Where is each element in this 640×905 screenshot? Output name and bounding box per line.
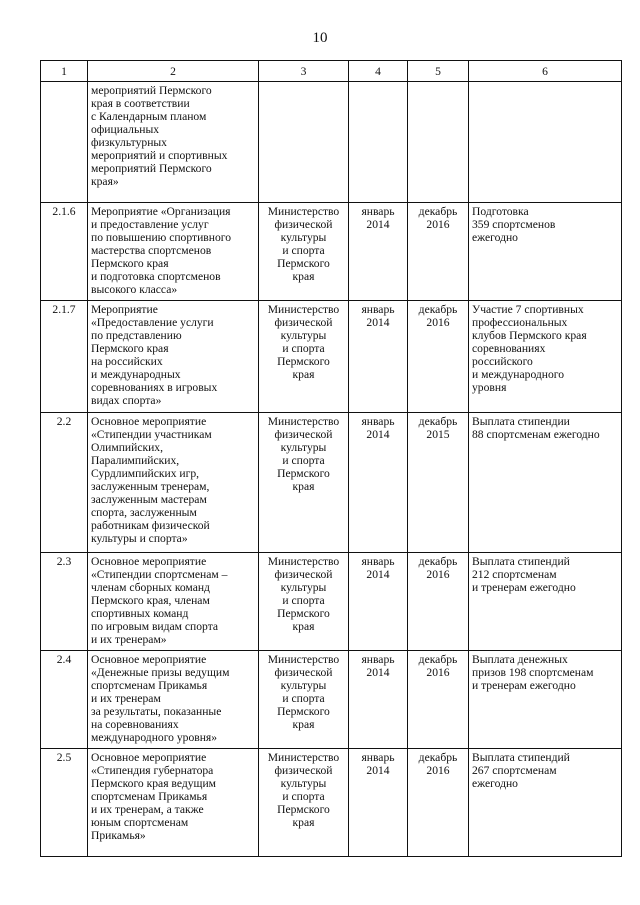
cell-line: мероприятий Пермского: [91, 162, 212, 175]
cell-line: и спорта: [282, 692, 325, 705]
result-cell: [469, 553, 622, 651]
cell-line: Участие 7 спортивных: [472, 303, 584, 316]
cell-line: и подготовка спортсменов: [91, 270, 221, 283]
cell-line: края: [292, 368, 315, 381]
cell-line: и спорта: [282, 244, 325, 257]
cell-line: и тренерам ежегодно: [472, 581, 576, 594]
executor-cell: [259, 203, 349, 301]
cell-line: мероприятий и спортивных: [91, 149, 228, 162]
header-cell-2: 2: [88, 61, 259, 82]
header-cell-6: 6: [469, 61, 622, 82]
page-number: 10: [312, 30, 328, 46]
cell-line: культуры: [280, 777, 327, 790]
cell-line: Основное мероприятие: [91, 751, 207, 764]
cell-line: работникам физической: [91, 519, 210, 532]
cell-line: и спорта: [282, 454, 325, 467]
cell-line: видах спорта»: [91, 394, 162, 407]
cell-line: высокого класса»: [91, 283, 178, 296]
cell-line: уровня: [472, 381, 507, 394]
cell-line: края»: [91, 175, 119, 188]
cell-line: 2016: [426, 666, 450, 679]
cell-line: края: [292, 620, 315, 633]
result-cell: [469, 651, 622, 749]
table-row: [41, 413, 622, 553]
table-row: [41, 749, 622, 857]
cell-line: 212 спортсменам: [472, 568, 557, 581]
cell-line: 267 спортсменам: [472, 764, 557, 777]
cell-line: январь: [361, 415, 395, 428]
start-date-cell: [349, 553, 408, 651]
end-date-cell: [408, 82, 469, 203]
cell-line: и их тренерам, а также: [91, 803, 204, 816]
cell-line: физической: [274, 568, 333, 581]
result-cell: [469, 203, 622, 301]
cell-line: культуры: [280, 441, 327, 454]
cell-line: Выплата денежных: [472, 653, 568, 666]
cell-line: декабрь: [418, 653, 458, 666]
cell-line: культуры: [280, 679, 327, 692]
cell-line: Подготовка: [472, 205, 529, 218]
end-date-cell: [408, 413, 469, 553]
cell-line: декабрь: [418, 303, 458, 316]
result-cell: [469, 749, 622, 857]
cell-line: ежегодно: [472, 231, 518, 244]
cell-line: и спорта: [282, 790, 325, 803]
cell-line: и их тренерам: [91, 692, 161, 705]
cell-line: декабрь: [418, 751, 458, 764]
cell-line: края: [292, 270, 315, 283]
activity-name-cell: [88, 749, 259, 857]
cell-line: заслуженным мастерам: [91, 493, 207, 506]
end-date-cell: [408, 651, 469, 749]
cell-line: январь: [361, 555, 395, 568]
cell-line: Мероприятие «Организация: [91, 205, 231, 218]
cell-line: 2016: [426, 316, 450, 329]
cell-line: по представлению: [91, 329, 182, 342]
cell-line: «Предоставление услуги: [91, 316, 214, 329]
cell-line: «Стипендии участникам: [91, 428, 212, 441]
header-cell-1: 1: [41, 61, 88, 82]
cell-line: Пермского края: [91, 342, 169, 355]
start-date-cell: [349, 651, 408, 749]
cell-line: на российских: [91, 355, 163, 368]
cell-line: декабрь: [418, 415, 458, 428]
start-date-cell: [349, 749, 408, 857]
cell-line: края: [292, 816, 315, 829]
table-body: [41, 61, 622, 857]
cell-line: мастерства спортсменов: [91, 244, 212, 257]
start-date-cell: [349, 203, 408, 301]
result-cell: [469, 82, 622, 203]
executor-cell: [259, 82, 349, 203]
table-row: [41, 203, 622, 301]
cell-line: российского: [472, 355, 533, 368]
activity-name-cell: [88, 651, 259, 749]
cell-line: январь: [361, 751, 395, 764]
cell-line: Министерство: [267, 751, 340, 764]
cell-line: края в соответствии: [91, 97, 190, 110]
cell-line: и предоставление услуг: [91, 218, 209, 231]
cell-line: «Стипендии спортсменам –: [91, 568, 228, 581]
activity-name-cell: [88, 82, 259, 203]
result-cell: [469, 413, 622, 553]
executor-cell: [259, 651, 349, 749]
cell-line: международного уровня»: [91, 731, 218, 744]
cell-line: Мероприятие: [91, 303, 158, 316]
cell-line: официальных: [91, 123, 160, 136]
row-number-cell: 2.2: [41, 413, 88, 553]
cell-line: и тренерам ежегодно: [472, 679, 576, 692]
activity-name-cell: [88, 203, 259, 301]
cell-line: клубов Пермского края: [472, 329, 587, 342]
cell-line: Министерство: [267, 653, 340, 666]
program-table: [40, 60, 622, 857]
cell-line: и их тренерам»: [91, 633, 167, 646]
cell-line: спортивных команд: [91, 607, 189, 620]
cell-line: 2016: [426, 218, 450, 231]
cell-line: Пермского: [277, 803, 330, 816]
row-number-cell: 2.1.7: [41, 301, 88, 413]
table-header-row: [41, 61, 622, 82]
table-row: [41, 651, 622, 749]
cell-line: заслуженным тренерам,: [91, 480, 210, 493]
cell-line: призов 198 спортсменам: [472, 666, 594, 679]
cell-line: 2016: [426, 568, 450, 581]
cell-line: Пермского: [277, 355, 330, 368]
cell-line: мероприятий Пермского: [91, 84, 212, 97]
cell-line: декабрь: [418, 555, 458, 568]
cell-line: и международных: [91, 368, 181, 381]
cell-line: Пермского: [277, 467, 330, 480]
activity-name-cell: [88, 553, 259, 651]
cell-line: Министерство: [267, 205, 340, 218]
cell-line: Пермского: [277, 705, 330, 718]
cell-line: края: [292, 480, 315, 493]
executor-cell: [259, 553, 349, 651]
header-cell-5: 5: [408, 61, 469, 82]
cell-line: за результаты, показанные: [91, 705, 222, 718]
cell-line: и спорта: [282, 342, 325, 355]
cell-line: по игровым видам спорта: [91, 620, 219, 633]
row-number-cell: 2.3: [41, 553, 88, 651]
start-date-cell: [349, 82, 408, 203]
cell-line: Выплата стипендий: [472, 555, 570, 568]
header-cell-3: 3: [259, 61, 349, 82]
cell-line: Пермского края, членам: [91, 594, 210, 607]
cell-line: Паралимпийских,: [91, 454, 180, 467]
cell-line: культуры: [280, 231, 327, 244]
cell-line: Министерство: [267, 303, 340, 316]
cell-line: физкультурных: [91, 136, 167, 149]
cell-line: Пермского: [277, 607, 330, 620]
cell-line: Основное мероприятие: [91, 415, 207, 428]
cell-line: спорта, заслуженным: [91, 506, 197, 519]
cell-line: физической: [274, 316, 333, 329]
cell-line: соревнованиях: [472, 342, 546, 355]
cell-line: 2014: [366, 316, 390, 329]
cell-line: 88 спортсменам ежегодно: [472, 428, 600, 441]
table-row: [41, 82, 622, 203]
cell-line: Сурдлимпийских игр,: [91, 467, 200, 480]
cell-line: январь: [361, 205, 395, 218]
cell-line: профессиональных: [472, 316, 568, 329]
row-number-cell: 2.1.6: [41, 203, 88, 301]
executor-cell: [259, 301, 349, 413]
start-date-cell: [349, 413, 408, 553]
cell-line: Основное мероприятие: [91, 653, 207, 666]
cell-line: Выплата стипендии: [472, 415, 570, 428]
cell-line: 2014: [366, 218, 390, 231]
cell-line: январь: [361, 653, 395, 666]
cell-line: физической: [274, 218, 333, 231]
cell-line: спортсменам Прикамья: [91, 679, 208, 692]
cell-line: 359 спортсменов: [472, 218, 556, 231]
cell-line: на соревнованиях: [91, 718, 179, 731]
cell-line: и спорта: [282, 594, 325, 607]
header-cell-4: 4: [349, 61, 408, 82]
table-row: [41, 553, 622, 651]
cell-line: с Календарным планом: [91, 110, 207, 123]
end-date-cell: [408, 203, 469, 301]
end-date-cell: [408, 301, 469, 413]
row-number-cell: 2.4: [41, 651, 88, 749]
cell-line: 2014: [366, 666, 390, 679]
cell-line: Олимпийских,: [91, 441, 163, 454]
cell-line: спортсменам Прикамья: [91, 790, 208, 803]
cell-line: 2014: [366, 764, 390, 777]
cell-line: декабрь: [418, 205, 458, 218]
cell-line: Пермского: [277, 257, 330, 270]
row-number-cell: 2.5: [41, 749, 88, 857]
cell-line: январь: [361, 303, 395, 316]
cell-line: физической: [274, 428, 333, 441]
end-date-cell: [408, 553, 469, 651]
start-date-cell: [349, 301, 408, 413]
cell-line: членам сборных команд: [91, 581, 210, 594]
activity-name-cell: [88, 301, 259, 413]
end-date-cell: [408, 749, 469, 857]
cell-line: Министерство: [267, 415, 340, 428]
table-row: [41, 301, 622, 413]
cell-line: края: [292, 718, 315, 731]
cell-line: Пермского края ведущим: [91, 777, 216, 790]
row-number-cell: [41, 82, 88, 203]
result-cell: [469, 301, 622, 413]
executor-cell: [259, 413, 349, 553]
cell-line: соревнованиях в игровых: [91, 381, 218, 394]
cell-line: физической: [274, 764, 333, 777]
cell-line: Министерство: [267, 555, 340, 568]
cell-line: юным спортсменам: [91, 816, 189, 829]
cell-line: 2016: [426, 764, 450, 777]
cell-line: 2014: [366, 428, 390, 441]
cell-line: культуры: [280, 581, 327, 594]
cell-line: Основное мероприятие: [91, 555, 207, 568]
cell-line: «Стипендия губернатора: [91, 764, 214, 777]
activity-name-cell: [88, 413, 259, 553]
cell-line: Пермского края: [91, 257, 169, 270]
executor-cell: [259, 749, 349, 857]
cell-line: Выплата стипендий: [472, 751, 570, 764]
cell-line: культуры и спорта»: [91, 532, 188, 545]
cell-line: и международного: [472, 368, 565, 381]
cell-line: «Денежные призы ведущим: [91, 666, 230, 679]
cell-line: 2014: [366, 568, 390, 581]
cell-line: культуры: [280, 329, 327, 342]
cell-line: ежегодно: [472, 777, 518, 790]
cell-line: физической: [274, 666, 333, 679]
cell-line: Прикамья»: [91, 829, 146, 842]
cell-line: 2015: [426, 428, 450, 441]
cell-line: по повышению спортивного: [91, 231, 232, 244]
